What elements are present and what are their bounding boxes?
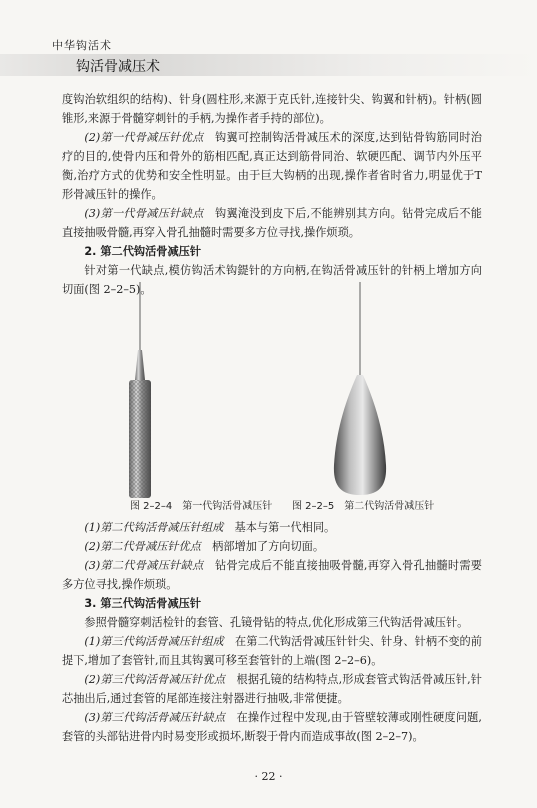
point-text: 钩翼淹没到皮下后,不能辨别其方向。钻骨完成后不能直接抽吸骨髓,再穿入骨孔抽髓时需要多方位寻找,操作烦琐。 — [62, 207, 482, 239]
point-lead: (3)第一代骨减压针缺点 — [84, 207, 204, 220]
body-block-2 — [62, 518, 482, 746]
figure-caption-left: 图 2–2–4 第一代钩活骨减压针 — [130, 501, 273, 512]
point-text: 柄部增加了方向切面。 — [212, 540, 325, 553]
page-number: · 22 · — [254, 770, 283, 783]
paragraph — [62, 128, 482, 204]
paragraph: 参照骨髓穿刺活检针的套管、孔镜骨钻的特点,优化形成第三代钩活骨减压针。 — [84, 616, 469, 629]
paragraph — [62, 556, 482, 594]
paragraph — [62, 670, 482, 708]
paragraph: 度钩治软组织的结构)、针身(圆柱形,来源于克氏针,连接针尖、钩翼和针柄)。针柄(圆锥形,来源于骨髓穿刺针的手柄,为操作者手持的部位)。 — [62, 93, 482, 125]
second-generation-needle — [334, 282, 386, 495]
paragraph — [62, 708, 482, 746]
point-text: 根据孔镜的结构特点,形成套管式钩活骨减压针,针芯抽出后,通过套管的尾部连接注射器进行抽吸,非常便捷。 — [62, 673, 482, 705]
point-lead: (3)第三代钩活骨减压针缺点 — [84, 711, 226, 724]
section-heading: 2. 第二代钩活骨减压针 — [84, 245, 202, 258]
point-lead: (2)第一代骨减压针优点 — [84, 131, 204, 144]
running-header-chapter: 钩活骨减压术 — [76, 59, 160, 75]
section-heading: 3. 第三代钩活骨减压针 — [84, 597, 202, 610]
point-lead: (2)第三代钩活骨减压针优点 — [84, 673, 226, 686]
point-lead: (2)第二代骨减压针优点 — [84, 540, 201, 553]
figure-caption-right: 图 2–2–5 第二代钩活骨减压针 — [292, 501, 435, 512]
point-text: 在操作过程中发现,由于管壁较薄或刚性硬度问题,套管的头部钻进骨内时易变形或损坏,断裂于骨内而造成事故(图 2–2–7)。 — [62, 711, 482, 743]
paragraph — [62, 537, 482, 556]
point-lead: (3)第二代骨减压针缺点 — [84, 559, 204, 572]
instrument-figure — [62, 280, 482, 510]
point-text: 钩翼可控制钩活骨减压术的深度,达到钻骨钩筋同时治疗的目的,使骨内压和骨外的筋相匹配,真正达到筋骨同治、软硬匹配、调节内外压平衡,治疗方式的优势和安全性明显。由于巨大钩柄的出现,操作者省时省力,明显优于T形骨减压针的操作。 — [62, 131, 482, 201]
point-text: 钻骨完成后不能直接抽吸骨髓,再穿入骨孔抽髓时需要多方位寻找,操作烦琐。 — [62, 559, 482, 591]
body-block-1 — [62, 90, 482, 299]
point-lead: (1)第二代钩活骨减压针组成 — [84, 521, 224, 534]
paragraph: 针对第一代缺点,模仿钩活术钩鍉针的方向柄,在钩活骨减压针的针柄上增加方向切面(图 2–2–5)。 — [62, 264, 482, 296]
point-lead: (1)第三代钩活骨减压针组成 — [84, 635, 224, 648]
paragraph — [62, 204, 482, 242]
point-text: 基本与第一代相同。 — [234, 521, 336, 534]
running-header-book: 中华钩活术 — [52, 39, 112, 52]
paragraph — [62, 632, 482, 670]
point-text: 在第二代钩活骨减压针针尖、针身、针柄不变的前提下,增加了套管针,而且其钩翼可移至套管针的上端(图 2–2–6)。 — [62, 635, 482, 667]
paragraph — [62, 518, 482, 537]
first-generation-needle — [129, 282, 151, 498]
